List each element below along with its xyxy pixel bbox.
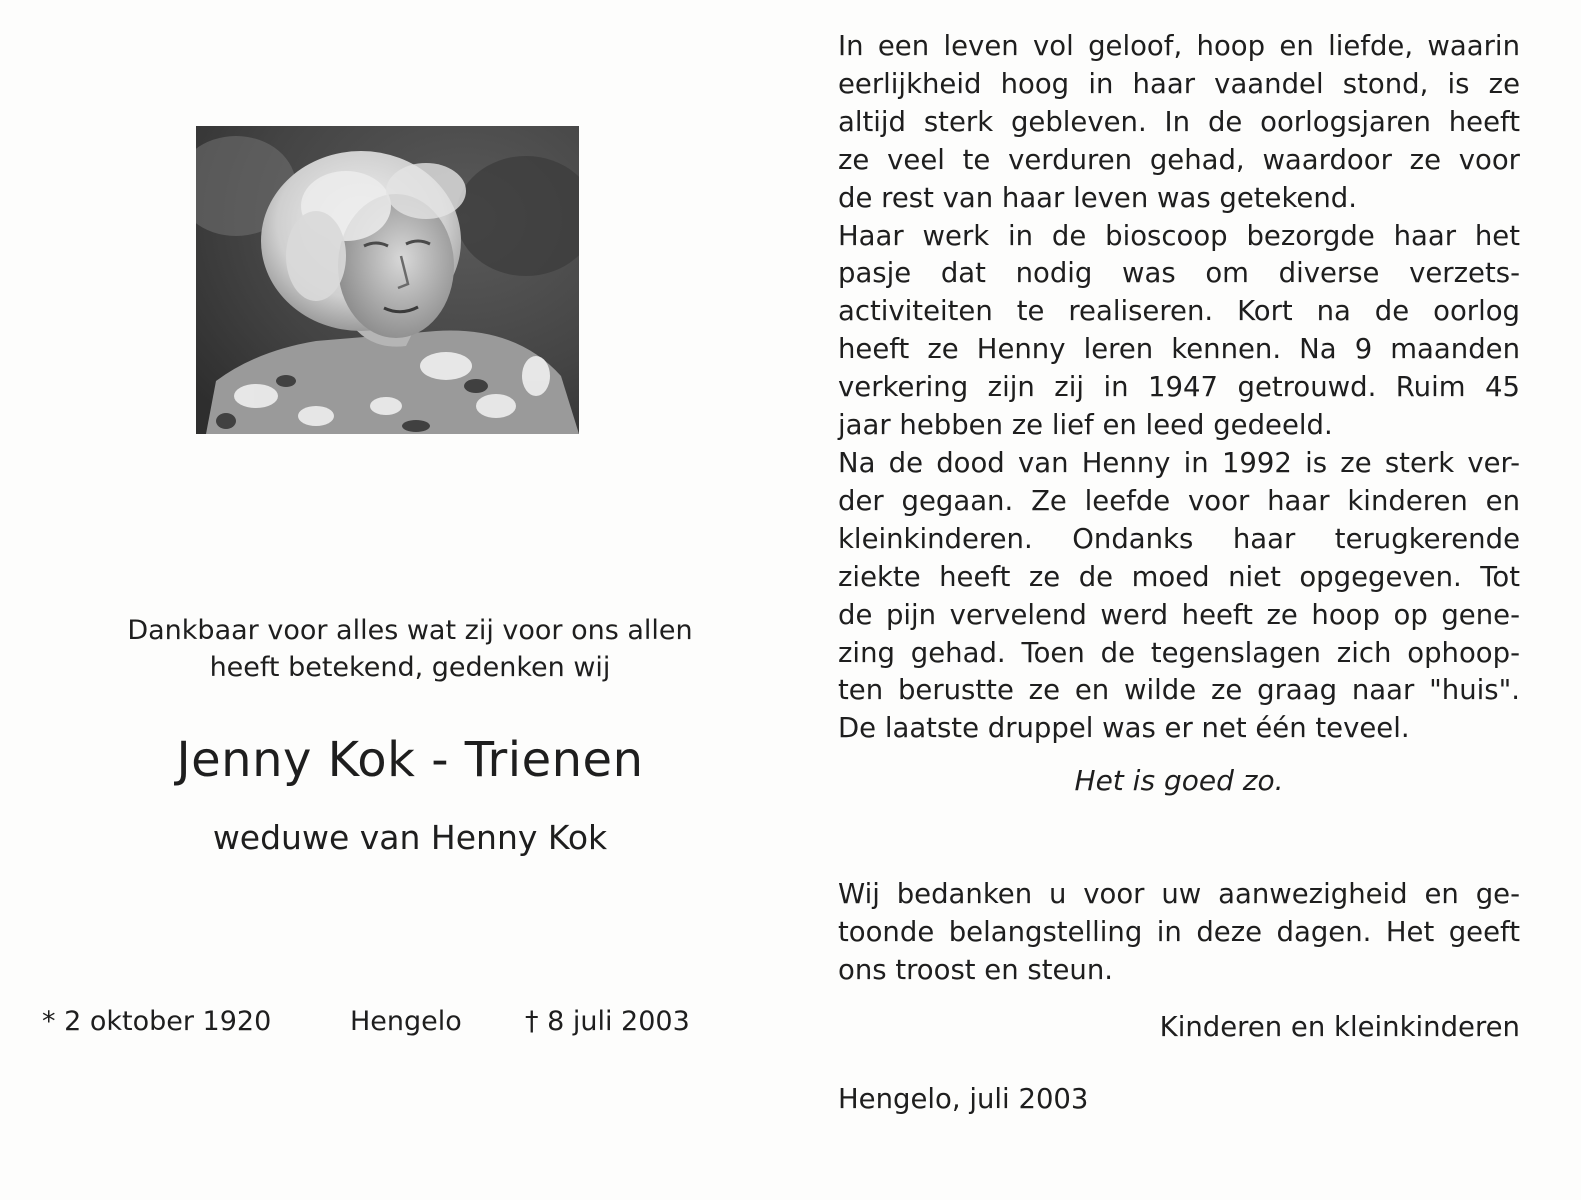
- bio-line: ten berustte ze en wilde ze graag naar "huis".: [838, 674, 1520, 707]
- bio-line: pasje dat nodig was om diverse verzets-: [838, 257, 1520, 290]
- bio-line: heeft ze Henny leren kennen. Na 9 maanden: [838, 333, 1520, 366]
- thanks-text: [30, 612, 790, 686]
- bio-line: ziekte heeft ze de moed niet opgegeven. Tot: [838, 560, 1520, 593]
- bio-line: de pijn vervelend werd heeft ze hoop op gene-: [838, 598, 1520, 631]
- bio-line: ze veel te verduren gehad, waardoor ze voor: [838, 143, 1520, 176]
- bio-line: jaar hebben ze lief en leed gedeeld.: [838, 409, 1333, 442]
- bio-line: der gegaan. Ze leefde voor haar kinderen en: [838, 484, 1520, 517]
- thanks-line: Dankbaar voor alles wat zij voor ons allen: [127, 615, 693, 646]
- birth-date: * 2 oktober 1920: [42, 1006, 272, 1037]
- acknowledgement: [838, 876, 1520, 990]
- death-date: † 8 juli 2003: [525, 1006, 690, 1037]
- bio-line: altijd sterk gebleven. In de oorlogsjaren heeft: [838, 105, 1520, 138]
- portrait-photo-icon: [196, 126, 579, 434]
- family-signature: Kinderen en kleinkinderen: [1159, 1011, 1520, 1043]
- bio-line: zing gehad. Toen de tegenslagen zich ophoop-: [838, 636, 1520, 669]
- biography: [838, 28, 1520, 748]
- widow-of: weduwe van Henny Kok: [212, 818, 608, 857]
- thanks-line: heeft betekend, gedenken wij: [209, 652, 611, 683]
- acknowledgement-line: ons troost en steun.: [838, 953, 1114, 986]
- bio-line: Haar werk in de bioscoop bezorgde haar het: [838, 219, 1520, 252]
- acknowledgement-line: toonde belangstelling in deze dagen. Het geeft: [838, 915, 1520, 948]
- bio-line: de rest van haar leven was getekend.: [838, 181, 1357, 214]
- deceased-name: Jenny Kok - Trienen: [176, 732, 644, 788]
- place-date: Hengelo, juli 2003: [838, 1083, 1089, 1115]
- birth-place: Hengelo: [350, 1006, 462, 1037]
- motto: Het is goed zo.: [1074, 764, 1284, 797]
- bio-line: eerlijkheid hoog in haar vaandel stond, is ze: [838, 67, 1520, 100]
- bio-line: In een leven vol geloof, hoop en liefde, waarin: [838, 30, 1520, 62]
- bio-line: De laatste druppel was er net één teveel.: [838, 712, 1410, 745]
- bio-line: activiteiten te realiseren. Kort na de oorlog: [838, 295, 1520, 328]
- acknowledgement-line: Wij bedanken u voor uw aanwezigheid en ge-: [838, 878, 1520, 910]
- bio-line: Na de dood van Henny in 1992 is ze sterk ver-: [838, 446, 1520, 479]
- portrait-photo: [196, 126, 579, 434]
- bio-line: verkering zijn zij in 1947 getrouwd. Ruim 45: [838, 371, 1520, 404]
- bio-line: kleinkinderen. Ondanks haar terugkerende: [838, 522, 1520, 555]
